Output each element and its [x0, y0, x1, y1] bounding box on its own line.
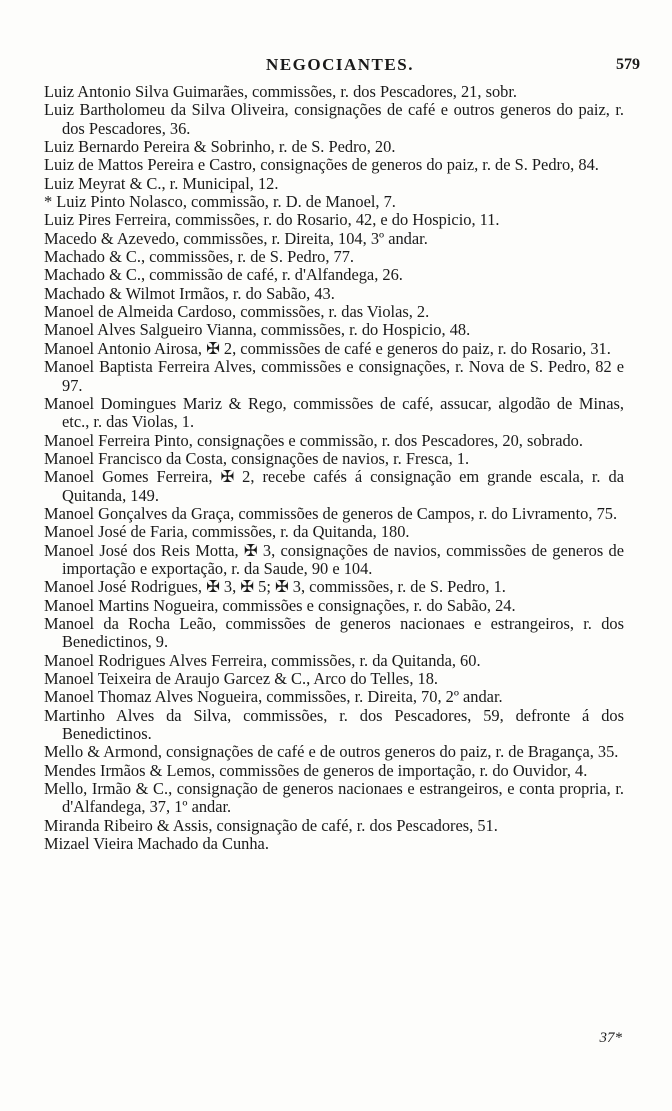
- directory-entry: Luiz Meyrat & C., r. Municipal, 12.: [44, 173, 279, 193]
- directory-entry: Manoel da Rocha Leão, commissões de generos nacionaes e estrangeiros, r. dos Benedictinos, 9.: [44, 613, 624, 652]
- directory-entry: Manoel Alves Salgueiro Vianna, commissões, r. do Hospicio, 48.: [44, 320, 471, 340]
- directory-entry: Machado & C., commissões, r. de S. Pedro, 77.: [44, 247, 355, 267]
- page-header: [40, 55, 640, 81]
- directory-entry: Manoel Gonçalves da Graça, commissões de generos de Campos, r. do Livramento, 75.: [44, 503, 618, 523]
- directory-entry: Manoel Thomaz Alves Nogueira, commissões, r. Direita, 70, 2º andar.: [44, 687, 503, 707]
- directory-entry: * Luiz Pinto Nolasco, commissão, r. D. de Manoel, 7.: [44, 192, 396, 212]
- directory-entry: Manoel Ferreira Pinto, consignações e commissão, r. dos Pescadores, 20, sobrado.: [44, 430, 583, 450]
- directory-entry: Luiz Pires Ferreira, commissões, r. do Rosario, 42, e do Hospicio, 11.: [44, 210, 500, 230]
- directory-entry: Luiz Antonio Silva Guimarães, commissões, r. dos Pescadores, 21, sobr.: [44, 82, 517, 101]
- directory-entry: Luiz Bartholomeu da Silva Oliveira, consignações de café e outros generos do paiz, r. dos Pescadores, 36.: [44, 100, 624, 138]
- directory-entry: Luiz de Mattos Pereira e Castro, consignações de generos do paiz, r. de S. Pedro, 84.: [44, 155, 599, 175]
- directory-entry: Machado & Wilmot Irmãos, r. do Sabão, 43.: [44, 283, 335, 303]
- directory-entry: Luiz Bernardo Pereira & Sobrinho, r. de S. Pedro, 20.: [44, 137, 396, 157]
- directory-entry: Manoel de Almeida Cardoso, commissões, r. das Violas, 2.: [44, 302, 430, 322]
- printer-signature-mark: 37*: [599, 1030, 622, 1046]
- directory-entry: Manoel José de Faria, commissões, r. da Quitanda, 180.: [44, 522, 410, 542]
- directory-entry: Miranda Ribeiro & Assis, consignação de café, r. dos Pescadores, 51.: [44, 815, 498, 835]
- directory-entry: Macedo & Azevedo, commissões, r. Direita, 104, 3º andar.: [44, 228, 428, 248]
- page-number: 579: [616, 56, 640, 73]
- directory-entry: Martinho Alves da Silva, commissões, r. dos Pescadores, 59, defronte á dos Benedictinos.: [44, 705, 624, 744]
- merchant-directory-list: [44, 83, 624, 853]
- directory-entry: Mello, Irmão & C., consignação de generos nacionaes e estrangeiros, e conta propria, r. d'Alfandega, 37, 1º andar.: [44, 779, 624, 817]
- directory-entry: Machado & C., commissão de café, r. d'Alfandega, 26.: [44, 265, 403, 285]
- directory-entry: Mendes Irmãos & Lemos, commissões de generos de importação, r. do Ouvidor, 4.: [44, 760, 588, 780]
- running-title: NEGOCIANTES.: [266, 55, 414, 74]
- directory-entry: Manoel Domingues Mariz & Rego, commissões de café, assucar, algodão de Minas, etc., r. das Violas, 1.: [44, 393, 624, 432]
- directory-entry: Manoel Rodrigues Alves Ferreira, commissões, r. da Quitanda, 60.: [44, 650, 481, 670]
- directory-entry: Manoel José dos Reis Motta, ✠ 3, consignações de navios, commissões de generos de importação e exportação, r. da Saude, 90 e 104.: [44, 540, 624, 578]
- directory-entry: Manoel Gomes Ferreira, ✠ 2, recebe cafés á consignação em grande escala, r. da Quitanda, 149.: [44, 467, 624, 505]
- directory-entry: Manoel Baptista Ferreira Alves, commissões e consignações, r. Nova de S. Pedro, 82 e 97.: [44, 357, 624, 395]
- directory-entry: Manoel Antonio Airosa, ✠ 2, commissões de café e generos do paiz, r. do Rosario, 31.: [44, 338, 611, 358]
- directory-entry: Manoel Francisco da Costa, consignações de navios, r. Fresca, 1.: [44, 448, 470, 468]
- directory-entry: Mizael Vieira Machado da Cunha.: [44, 834, 269, 854]
- directory-entry: Mello & Armond, consignações de café e de outros generos do paiz, r. de Bragança, 35.: [44, 742, 619, 762]
- directory-entry: Manoel José Rodrigues, ✠ 3, ✠ 5; ✠ 3, commissões, r. de S. Pedro, 1.: [44, 577, 506, 597]
- directory-entry: Manoel Teixeira de Araujo Garcez & C., Arco do Telles, 18.: [44, 669, 438, 688]
- directory-entry: Manoel Martins Nogueira, commissões e consignações, r. do Sabão, 24.: [44, 595, 516, 615]
